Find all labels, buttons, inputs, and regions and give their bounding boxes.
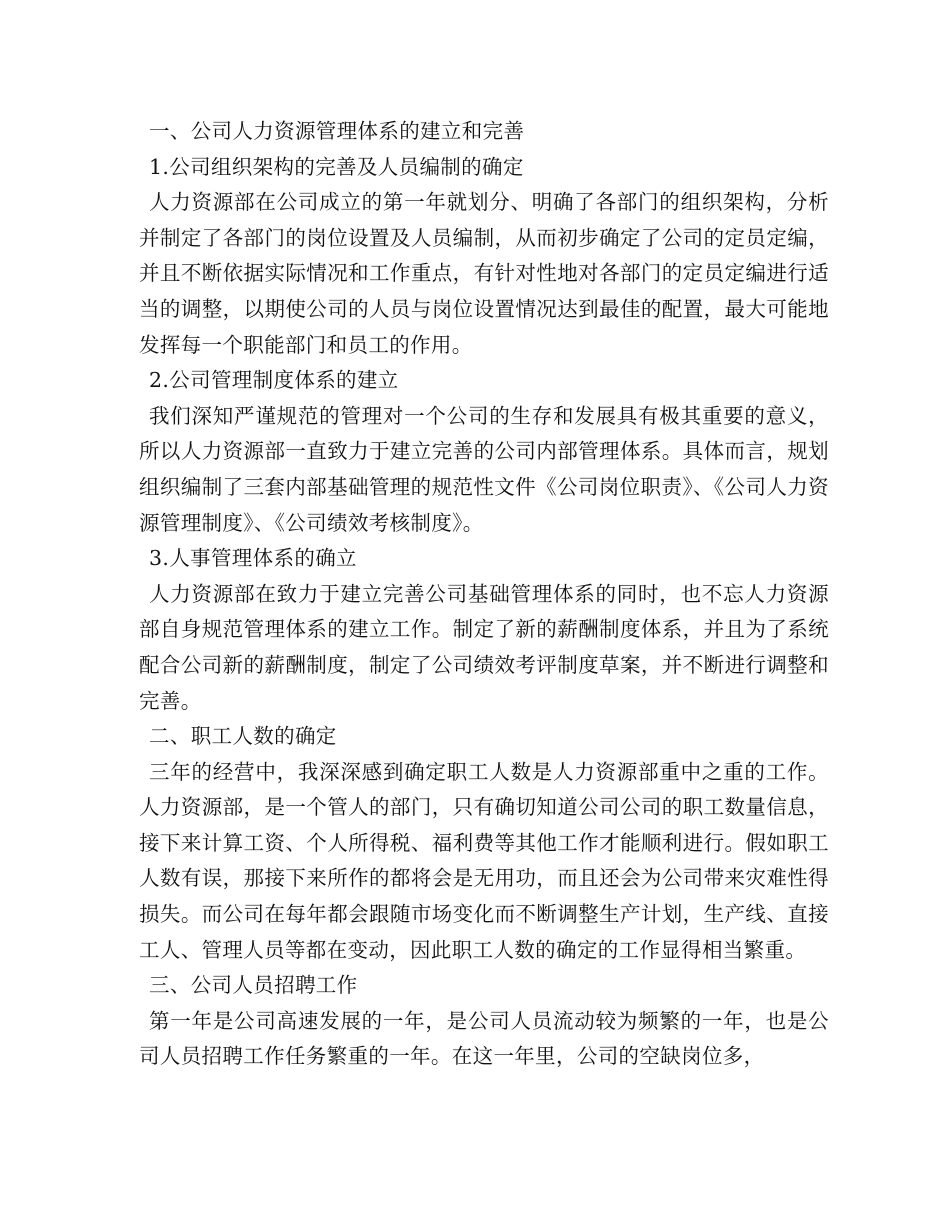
body-paragraph: 人力资源部在致力于建立完善公司基础管理体系的同时，也不忘人力资源部自身规范管理体系的建立工作。制定了新的薪酬制度体系，并且为了系统配合公司新的薪酬制度，制定了公司绩效考评制度草案，并不断进行调整和完善。: [139, 581, 829, 713]
body-paragraph: 第一年是公司高速发展的一年，是公司人员流动较为频繁的一年，也是公司人员招聘工作任务繁重的一年。在这一年里，公司的空缺岗位多，: [139, 1008, 829, 1069]
body-paragraph: 人力资源部在公司成立的第一年就划分、明确了各部门的组织架构，分析并制定了各部门的岗位设置及人员编制，从而初步确定了公司的定员定编，并且不断依据实际情况和工作重点，有针对性地对各部门的定员定编进行适当的调整，以期使公司的人员与岗位设置情况达到最佳的配置，最大可能地发挥每一个职能部门和员工的作用。: [139, 190, 829, 357]
body-paragraph: 我们深知严谨规范的管理对一个公司的生存和发展具有极其重要的意义，所以人力资源部一直致力于建立完善的公司内部管理体系。具体而言，规划组织编制了三套内部基础管理的规范性文件《公司岗位职责》、《公司人力资源管理制度》、《公司绩效考核制度》。: [139, 403, 829, 535]
section-heading: 三、公司人员招聘工作: [149, 973, 358, 998]
subsection-heading: 3.人事管理体系的确立: [149, 546, 357, 571]
body-paragraph: 三年的经营中，我深深感到确定职工人数是人力资源部重中之重的工作。人力资源部，是一个管人的部门，只有确切知道公司公司的职工数量信息，接下来计算工资、个人所得税、福利费等其他工作才能顺利进行。假如职工人数有误，那接下来所作的都将会是无用功，而且还会为公司带来灾难性得损失。而公司在每年都会跟随市场变化而不断调整生产计划，生产线、直接工人、管理人员等都在变动，因此职工人数的确定的工作显得相当繁重。: [139, 759, 829, 962]
section-heading: 一、公司人力资源管理体系的建立和完善: [149, 119, 525, 143]
section-heading: 二、职工人数的确定: [149, 724, 337, 749]
document-body: [139, 114, 829, 1075]
subsection-heading: 1.公司组织架构的完善及人员编制的确定: [149, 154, 524, 179]
subsection-heading: 2.公司管理制度体系的建立: [149, 368, 399, 393]
